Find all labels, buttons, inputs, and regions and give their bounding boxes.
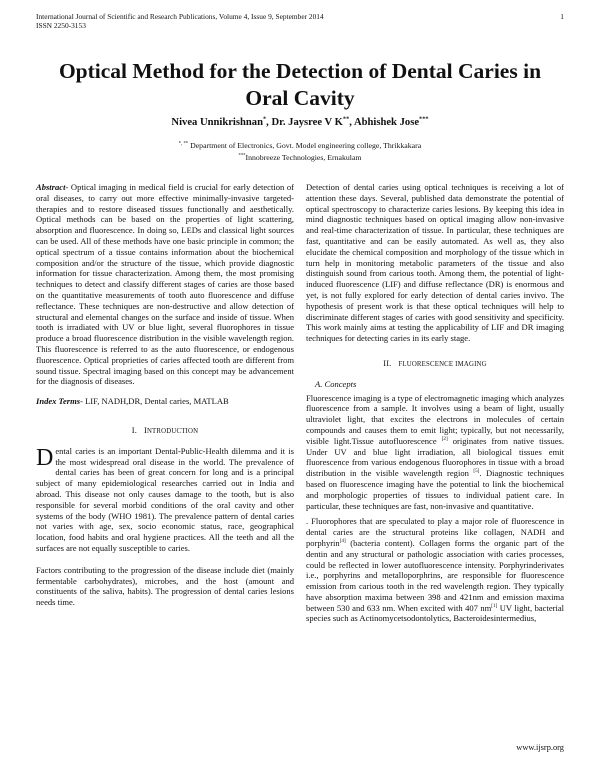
right-column bbox=[306, 182, 564, 624]
running-header bbox=[36, 12, 564, 30]
section-2-title: FLUORESCENCE IMAGING bbox=[398, 360, 487, 368]
right-intro-paragraph: Detection of dental caries using optical techniques is receiving a lot of attention these days. Several, published data demonstrate the potential of optical spectroscopy to characterize caries lesions. By keeping this idea in mind diagnostic techniques based on optical imaging allow non-invasive and real-time characterization of tissue. In particular, these techniques are fast, quantitative and can be easily automated. As well as, they also elucidate the chemical composition and morphology of the tissue which in turn help in monitoring metabolic parameters of the tissue and also distinguish sound from carious tooth. Among them, the potential of light-induced fluorescence (LIF) and diffuse reflectance (DR) is enormous and yet, is not fully explored for early detection of dental caries invivo. The hypothesis of present work is that these optical techniques will help to discriminate different stages of caries with good sensitivity and specificity. This work mainly aims at testing the applicability of LIF and DR imaging techniques for detecting caries in its early stage. bbox=[306, 182, 564, 344]
author-2: Dr. Jaysree V K bbox=[271, 117, 343, 128]
section-2-number: II. bbox=[383, 358, 392, 368]
affiliation-1 bbox=[36, 141, 564, 151]
intro-paragraph-1 bbox=[36, 446, 294, 554]
fluorescence-p1-part-a: Fluorescence imaging is a type of electromagnetic imaging which analyzes fluorescence from a sample. It involves using a beam of light, usually ultraviolet light, that excites the electrons in molecules of certain compounds and causes them to emit light; typically, but not necessarily, visible light.Tissue autofluorescence bbox=[306, 392, 564, 446]
index-terms-label: Index Terms bbox=[36, 396, 81, 407]
fluorescence-paragraph-2 bbox=[306, 516, 564, 624]
intro-paragraph-2: Factors contributing to the progression of the disease include diet (mainly fermentable carbohydrates), microbes, and the host (amount and constituents of the saliva, habits). The progression of dental caries lesions needs time. bbox=[36, 564, 294, 608]
citation-1: [1] bbox=[491, 602, 498, 609]
citation-4: [4] bbox=[339, 538, 346, 545]
affiliation-2-mark: *** bbox=[238, 153, 246, 159]
subsection-a-heading: A. Concepts bbox=[315, 378, 357, 389]
issn-line: ISSN 2250-3153 bbox=[36, 21, 86, 30]
affiliation-1-text: Department of Electronics, Govt. Model engineering college, Thrikkakara bbox=[190, 141, 422, 150]
citation-5: [5] bbox=[473, 468, 480, 475]
author-3: Abhishek Jose bbox=[353, 117, 420, 128]
fluorescence-p2-part-a: . Fluorophores that are speculated to play a major role of fluorescence in dental caries are the structural proteins like collagen, NADH and porphyrin bbox=[306, 516, 564, 548]
author-2-mark: ** bbox=[342, 115, 350, 123]
affiliation-2-text: Innobreeze Technologies, Ernakulam bbox=[245, 153, 362, 162]
fluorescence-paragraph-1 bbox=[306, 393, 564, 512]
section-1-initial: I bbox=[143, 425, 147, 435]
fluorescence-p1-part-b: originates from native tissues. Under UV and blue light irradiation, all biological tissues emit fluorescence from various endogenous fluorophores in tissue with a broad distribution in the visible wavelength region bbox=[306, 435, 564, 479]
section-2-heading bbox=[306, 359, 564, 371]
abstract-label: Abstract- bbox=[36, 182, 69, 192]
affiliation-1-mark: *, ** bbox=[178, 141, 189, 147]
section-1-title-rest: NTRODUCTION bbox=[146, 427, 199, 435]
intro-paragraph-1-text: ental caries is an important Dental-Public-Health dilemma and it is the most widespread oral disease in the world. The prevalence of dental caries has been of great concern for long and is a principal subject of many epidemiological researches carried out in India and abroad. This disease not only causes damage to the tooth, but is also responsible for several morbid conditions of the oral cavity and other systems of the body (WHO 1981). The prevalence pattern of dental caries not varies with age, sex, socio economic status, race, geographical location, food habits and oral hygiene practices. All the teeth and all the surfaces are not equally susceptible to caries. bbox=[36, 445, 294, 553]
page-number: 1 bbox=[560, 12, 564, 21]
section-1-number: I. bbox=[131, 425, 138, 435]
fluorescence-p2-part-b: (bacteria content). Collagen forms the organic part of the dentin and any structural or pathologic association with caries processes, could be reflected in lower autofluorescence intensity. Porphyrinderivates i.e., porphyrins and metalloporphrins, are responsible for fluorescence emission from carious tooth in the red wavelength region. They typically have absorption maxima between 398 and 421nm and emission maxima between 530 and 633 nm. When excited with 407 nm bbox=[306, 537, 564, 613]
index-terms bbox=[36, 396, 294, 407]
author-1: Nivea Unnikrishnan bbox=[171, 117, 263, 128]
footer-url: www.ijsrp.org bbox=[516, 743, 564, 752]
abstract-text: Optical imaging in medical field is crucial for early detection of oral diseases, to carry out more effective minimally-invasive targeted-therapies and to restore diseased tissues functionally and aesthetically. Optical methods can be based on the properties of light scattering, absorption and fluorescence. In doing so, LEDs and classical light sources can be used. All of these methods have one basic principle in common; the optical spectrum of a tissue contains information about the biochemical composition and/or the structure of the tissue, which provide diagnostic information for tissue characterization. Among them, the most promising techniques to detect and classify different stages of caries are those based on the quantitative measurements of tooth auto fluorescence and diffuse reflectance. These techniques are non-destructive and allow detection of structural and elemental changes on the surface and inside of tissue. When tooth is irradiated with UV or blue light, several fluorophores in tissue produce a broad fluorescence distribution in the visible wavelength region. This fluorescence is referred to as the auto fluorescence, or endogenous fluorescence. Optical proprieties of caries affected tooth are different from sound tissue. Spectral imaging based on this concept may be advancement for the diagnosis of diseases. bbox=[36, 182, 294, 387]
author-1-mark: * bbox=[262, 115, 267, 123]
drop-cap: D bbox=[36, 444, 54, 471]
left-column bbox=[36, 182, 294, 608]
citation-2: [2] bbox=[441, 435, 448, 442]
journal-line: International Journal of Scientific and Research Publications, Volume 4, Issue 9, September 2014 bbox=[36, 12, 324, 21]
author-line: Nivea Unnikrishnan*, Dr. Jaysree V K**, Abhishek Jose*** bbox=[171, 115, 429, 128]
author-3-mark: *** bbox=[419, 115, 429, 123]
affiliation-2 bbox=[36, 153, 564, 163]
section-1-heading bbox=[36, 426, 294, 438]
fluorescence-p1-part-c: . Diagnostic techniques based on fluorescence imaging have the potential to link the biochemical and morphologic properties of tissues to individual patient care. In particular, these techniques are fast, non-invasive and quantitative. bbox=[306, 468, 565, 511]
abstract bbox=[36, 182, 294, 387]
paper-title: Optical Method for the Detection of Dental Caries in Oral Cavity bbox=[58, 59, 542, 110]
fluorescence-p2-part-c: UV light, bacterial species such as Actinomycetsodontolytics, Bacteroidesintermedius, bbox=[306, 602, 564, 624]
index-terms-text: - LIF, NADH,DR, Dental caries, MATLAB bbox=[80, 396, 229, 407]
